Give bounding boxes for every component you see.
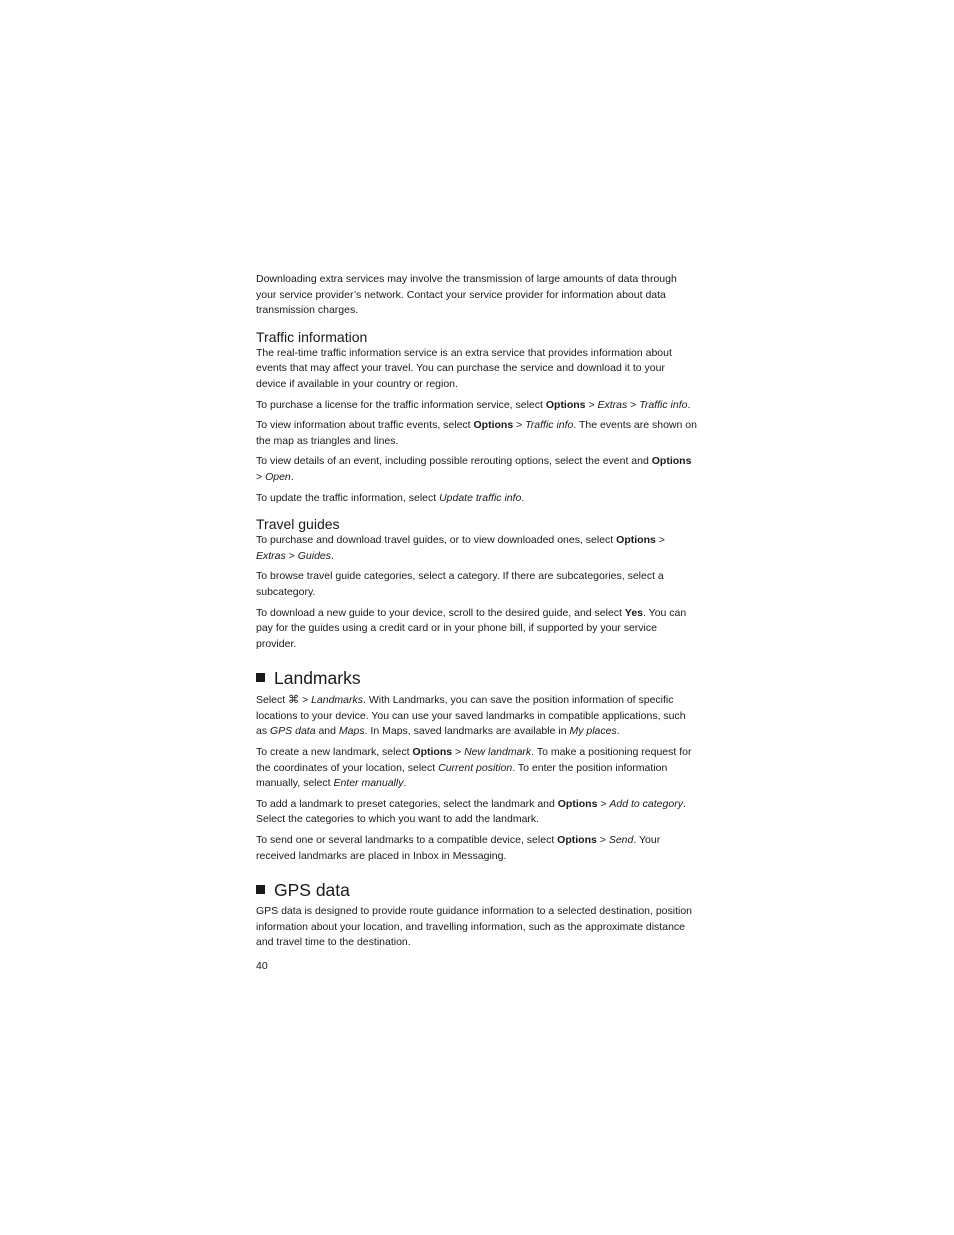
text: and bbox=[315, 725, 339, 738]
traffic-info-label: Traffic info bbox=[639, 398, 688, 411]
text: To view information about traffic events, select bbox=[256, 419, 474, 432]
guides-heading: Travel guides bbox=[256, 516, 340, 533]
guides-paragraph-1 bbox=[256, 533, 698, 564]
options-label: Options bbox=[545, 398, 586, 411]
menu-key-icon: ⌘ bbox=[288, 693, 300, 707]
text: To create a new landmark, select bbox=[256, 746, 413, 759]
options-label: Options bbox=[473, 419, 514, 432]
traffic-paragraph-2 bbox=[256, 398, 698, 414]
text: . Select the categories to which you want to add the landmark. bbox=[256, 797, 686, 826]
section-bullet-icon bbox=[256, 673, 265, 682]
page-number: 40 bbox=[256, 960, 268, 972]
landmarks-heading bbox=[256, 666, 698, 690]
heading-text: Landmarks bbox=[274, 668, 361, 689]
landmarks-paragraph-4 bbox=[256, 833, 698, 864]
text: . You can pay for the guides using a credit card or in your phone bill, if supported by your service provider. bbox=[256, 606, 687, 650]
separator: > bbox=[452, 746, 465, 759]
text: To add a landmark to preset categories, select the landmark and bbox=[256, 797, 558, 810]
separator: > bbox=[596, 834, 609, 847]
yes-label: Yes bbox=[624, 606, 644, 619]
text: To send one or several landmarks to a compatible device, select bbox=[256, 834, 558, 847]
guides-paragraph-3 bbox=[256, 606, 698, 653]
text: . To enter the position information manually, select bbox=[256, 761, 668, 790]
landmarks-paragraph-3 bbox=[256, 797, 698, 828]
options-label: Options bbox=[616, 534, 656, 547]
text: . To make a positioning request for the coordinates of your location, select bbox=[256, 746, 692, 774]
page-content bbox=[256, 272, 698, 974]
add-to-category-label: Add to category bbox=[609, 797, 683, 810]
section-bullet-icon bbox=[256, 885, 265, 894]
gps-data-label: GPS data bbox=[270, 725, 316, 738]
separator: > bbox=[299, 694, 312, 707]
send-label: Send bbox=[608, 834, 634, 847]
update-traffic-info-label: Update traffic info bbox=[439, 491, 522, 504]
heading-text: GPS data bbox=[274, 880, 350, 901]
separator: > bbox=[627, 398, 640, 411]
separator: > bbox=[585, 398, 598, 411]
traffic-paragraph-5 bbox=[256, 491, 698, 507]
text: . bbox=[521, 491, 525, 504]
traffic-paragraph-1: The real-time traffic information service is an extra service that provides information about events that may affect your travel. You can purchase the service and download it to your device if available in your country or region. bbox=[256, 346, 672, 390]
enter-manually-label: Enter manually bbox=[333, 777, 404, 790]
guides-label: Guides bbox=[297, 549, 332, 562]
text: . With Landmarks, you can save the position information of specific locations to your device. You can use your saved landmarks in compatible applications, such as bbox=[256, 694, 686, 738]
traffic-info-label: Traffic info bbox=[525, 419, 574, 432]
separator: > bbox=[655, 534, 665, 547]
my-places-label: My places bbox=[569, 725, 617, 738]
text: To download a new guide to your device, scroll to the desired guide, and select bbox=[256, 606, 625, 619]
options-label: Options bbox=[557, 834, 597, 847]
current-position-label: Current position bbox=[438, 761, 513, 774]
traffic-paragraph-3 bbox=[256, 418, 698, 449]
traffic-heading: Traffic information bbox=[256, 328, 368, 345]
options-label: Options bbox=[412, 746, 453, 759]
landmarks-paragraph-1 bbox=[256, 692, 698, 740]
text: . The events are shown on the map as triangles and lines. bbox=[256, 419, 697, 447]
options-label: Options bbox=[651, 455, 692, 468]
gps-heading bbox=[256, 878, 698, 902]
text: To purchase a license for the traffic information service, select bbox=[256, 398, 546, 411]
gps-paragraph-1: GPS data is designed to provide route guidance information to a selected destination, position information about your location, and travelling information, such as the approximate distance and travel time to the destination. bbox=[256, 905, 693, 949]
extras-label: Extras bbox=[597, 398, 628, 411]
separator: > bbox=[513, 419, 526, 432]
landmarks-label: Landmarks bbox=[311, 694, 364, 707]
intro-paragraph: Downloading extra services may involve the transmission of large amounts of data through your service provider’s network. Contact your service provider for information about data transmission charges. bbox=[256, 273, 677, 317]
text: To update the traffic information, select bbox=[256, 491, 440, 504]
text: . bbox=[290, 470, 294, 483]
maps-label: Maps bbox=[338, 725, 365, 738]
text: . bbox=[403, 777, 407, 790]
options-label: Options bbox=[557, 797, 598, 810]
separator: > bbox=[256, 470, 266, 483]
text: To view details of an event, including possible rerouting options, select the event and bbox=[256, 455, 652, 468]
guides-paragraph-2: To browse travel guide categories, select a category. If there are subcategories, select a subcategory. bbox=[256, 570, 664, 598]
separator: > bbox=[285, 549, 298, 562]
separator: > bbox=[597, 797, 610, 810]
new-landmark-label: New landmark bbox=[464, 746, 532, 759]
open-label: Open bbox=[265, 470, 291, 483]
landmarks-paragraph-2 bbox=[256, 745, 698, 792]
text: . bbox=[616, 725, 620, 738]
extras-label: Extras bbox=[256, 549, 286, 562]
text: To purchase and download travel guides, or to view downloaded ones, select bbox=[256, 534, 617, 547]
text: . bbox=[331, 549, 334, 562]
text: . In Maps, saved landmarks are available in bbox=[364, 725, 570, 738]
text: . bbox=[687, 398, 691, 411]
text: Select bbox=[256, 694, 289, 707]
traffic-paragraph-4 bbox=[256, 454, 698, 485]
text: . Your received landmarks are placed in Inbox in Messaging. bbox=[256, 834, 661, 862]
